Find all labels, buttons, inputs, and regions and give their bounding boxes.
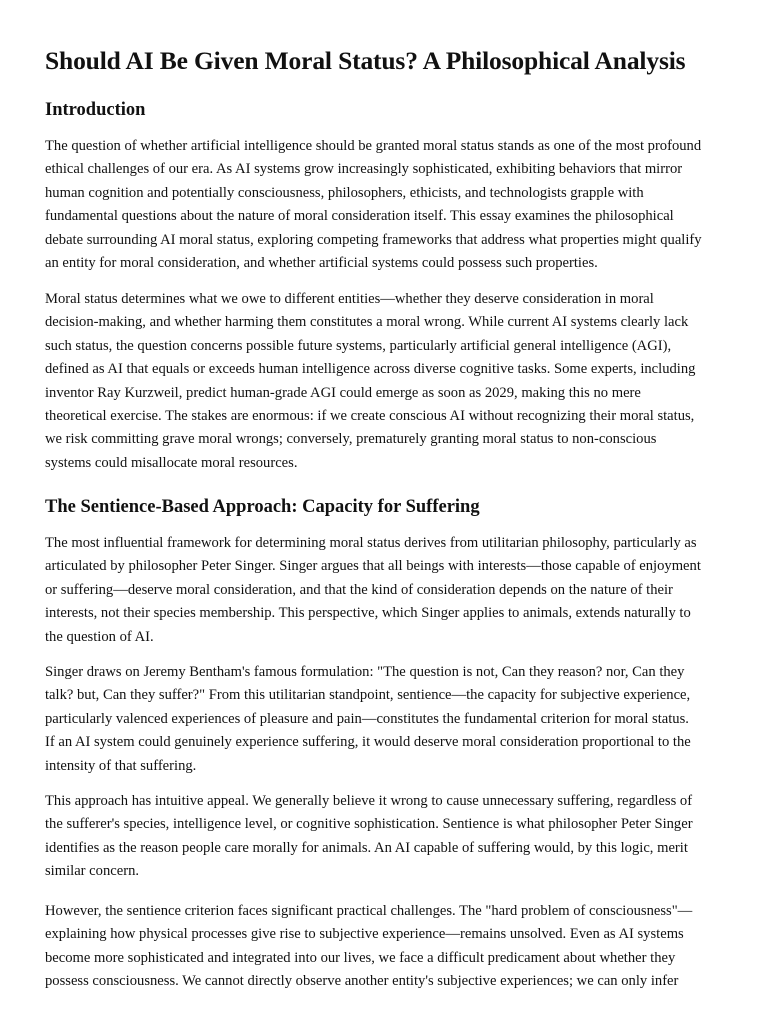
- text-line: The most influential framework for determining moral status derives from utilitarian philosophy, particularly as: [45, 535, 697, 551]
- text-line: identifies as the reason people care morally for animals. An AI capable of suffering would, by this logic, merit: [45, 839, 688, 856]
- text-line: If an AI system could genuinely experience suffering, it would deserve moral consideration proportional to the: [45, 734, 691, 751]
- text-line: explaining how physical processes give rise to subjective experience—remains unsolved. Even as AI systems: [45, 926, 684, 943]
- text-line: However, the sentience criterion faces significant practical challenges. The "hard problem of consciousness"—: [45, 903, 693, 919]
- paragraph-intro-2: [45, 288, 728, 475]
- text-line: particularly valenced experiences of pleasure and pain—constitutes the fundamental criterion for moral status.: [45, 710, 689, 727]
- text-line: theoretical exercise. The stakes are enormous: if we create conscious AI without recognizing their moral status,: [45, 408, 695, 425]
- text-line: ethical challenges of our era. As AI systems grow increasingly sophisticated, exhibiting behaviors that mirror: [45, 161, 683, 178]
- text-line: an entity for moral consideration, and whether artificial systems could possess such properties.: [45, 255, 598, 272]
- paragraph-intro-1: [45, 135, 728, 275]
- text-line: debate surrounding AI moral status, exploring competing frameworks that address what properties might qualify: [45, 231, 702, 248]
- text-line: articulated by philosopher Peter Singer. Singer argues that all beings with interests—those capable of enjoyment: [45, 558, 701, 575]
- text-line: we risk committing grave moral wrongs; conversely, prematurely granting moral status to non-conscious: [45, 431, 657, 448]
- text-line: systems could misallocate moral resources.: [45, 454, 298, 471]
- paragraph-sentience-4: [45, 900, 728, 994]
- paragraph-sentience-2: [45, 661, 728, 778]
- text-line: the question of AI.: [45, 628, 154, 645]
- paragraph-sentience-1: [45, 532, 728, 649]
- text-line: Singer draws on Jeremy Bentham's famous formulation: "The question is not, Can they reason? nor, Can they: [45, 664, 685, 680]
- text-line: inventor Ray Kurzweil, predict human-grade AGI could emerge as soon as 2029, making this no mere: [45, 384, 641, 401]
- text-line: similar concern.: [45, 863, 140, 880]
- paragraph-sentience-3: [45, 790, 728, 884]
- text-line: or suffering—deserve moral consideration, and that the kind of consideration depends on the nature of their: [45, 581, 673, 598]
- section-heading-introduction: Introduction: [45, 100, 146, 120]
- text-line: such status, the question concerns possible future systems, particularly artificial general intelligence (AGI),: [45, 337, 672, 354]
- text-line: human cognition and potentially consciousness, philosophers, ethicists, and technologists grapple with: [45, 184, 644, 201]
- text-line: decision-making, and whether harming them constitutes a moral wrong. While current AI systems clearly lack: [45, 314, 689, 331]
- text-line: possess consciousness. We cannot directly observe another entity's subjective experiences; we can only infer: [45, 973, 679, 990]
- document-title: Should AI Be Given Moral Status? A Philosophical Analysis: [45, 46, 686, 75]
- text-line: The question of whether artificial intelligence should be granted moral status stands as one of the most profound: [45, 138, 702, 154]
- text-line: the sufferer's species, intelligence level, or cognitive sophistication. Sentience is what philosopher Peter Singer: [45, 816, 693, 833]
- section-heading-sentience: The Sentience-Based Approach: Capacity for Suffering: [45, 497, 480, 517]
- text-line: interests, not their species membership. This perspective, which Singer applies to animals, extends naturally to: [45, 605, 691, 622]
- text-line: talk? but, Can they suffer?" From this utilitarian standpoint, sentience—the capacity for subjective experience,: [45, 687, 691, 704]
- text-line: defined as AI that equals or exceeds human intelligence across diverse cognitive tasks. Some experts, including: [45, 361, 696, 378]
- text-line: intensity of that suffering.: [45, 757, 197, 774]
- text-line: fundamental questions about the nature of moral consideration itself. This essay examines the philosophical: [45, 208, 674, 225]
- text-line: become more sophisticated and integrated into our lives, we face a difficult predicament about whether they: [45, 949, 676, 966]
- text-line: Moral status determines what we owe to different entities—whether they deserve consideration in moral: [45, 291, 654, 307]
- text-line: This approach has intuitive appeal. We generally believe it wrong to cause unnecessary suffering, regardless of: [45, 793, 693, 809]
